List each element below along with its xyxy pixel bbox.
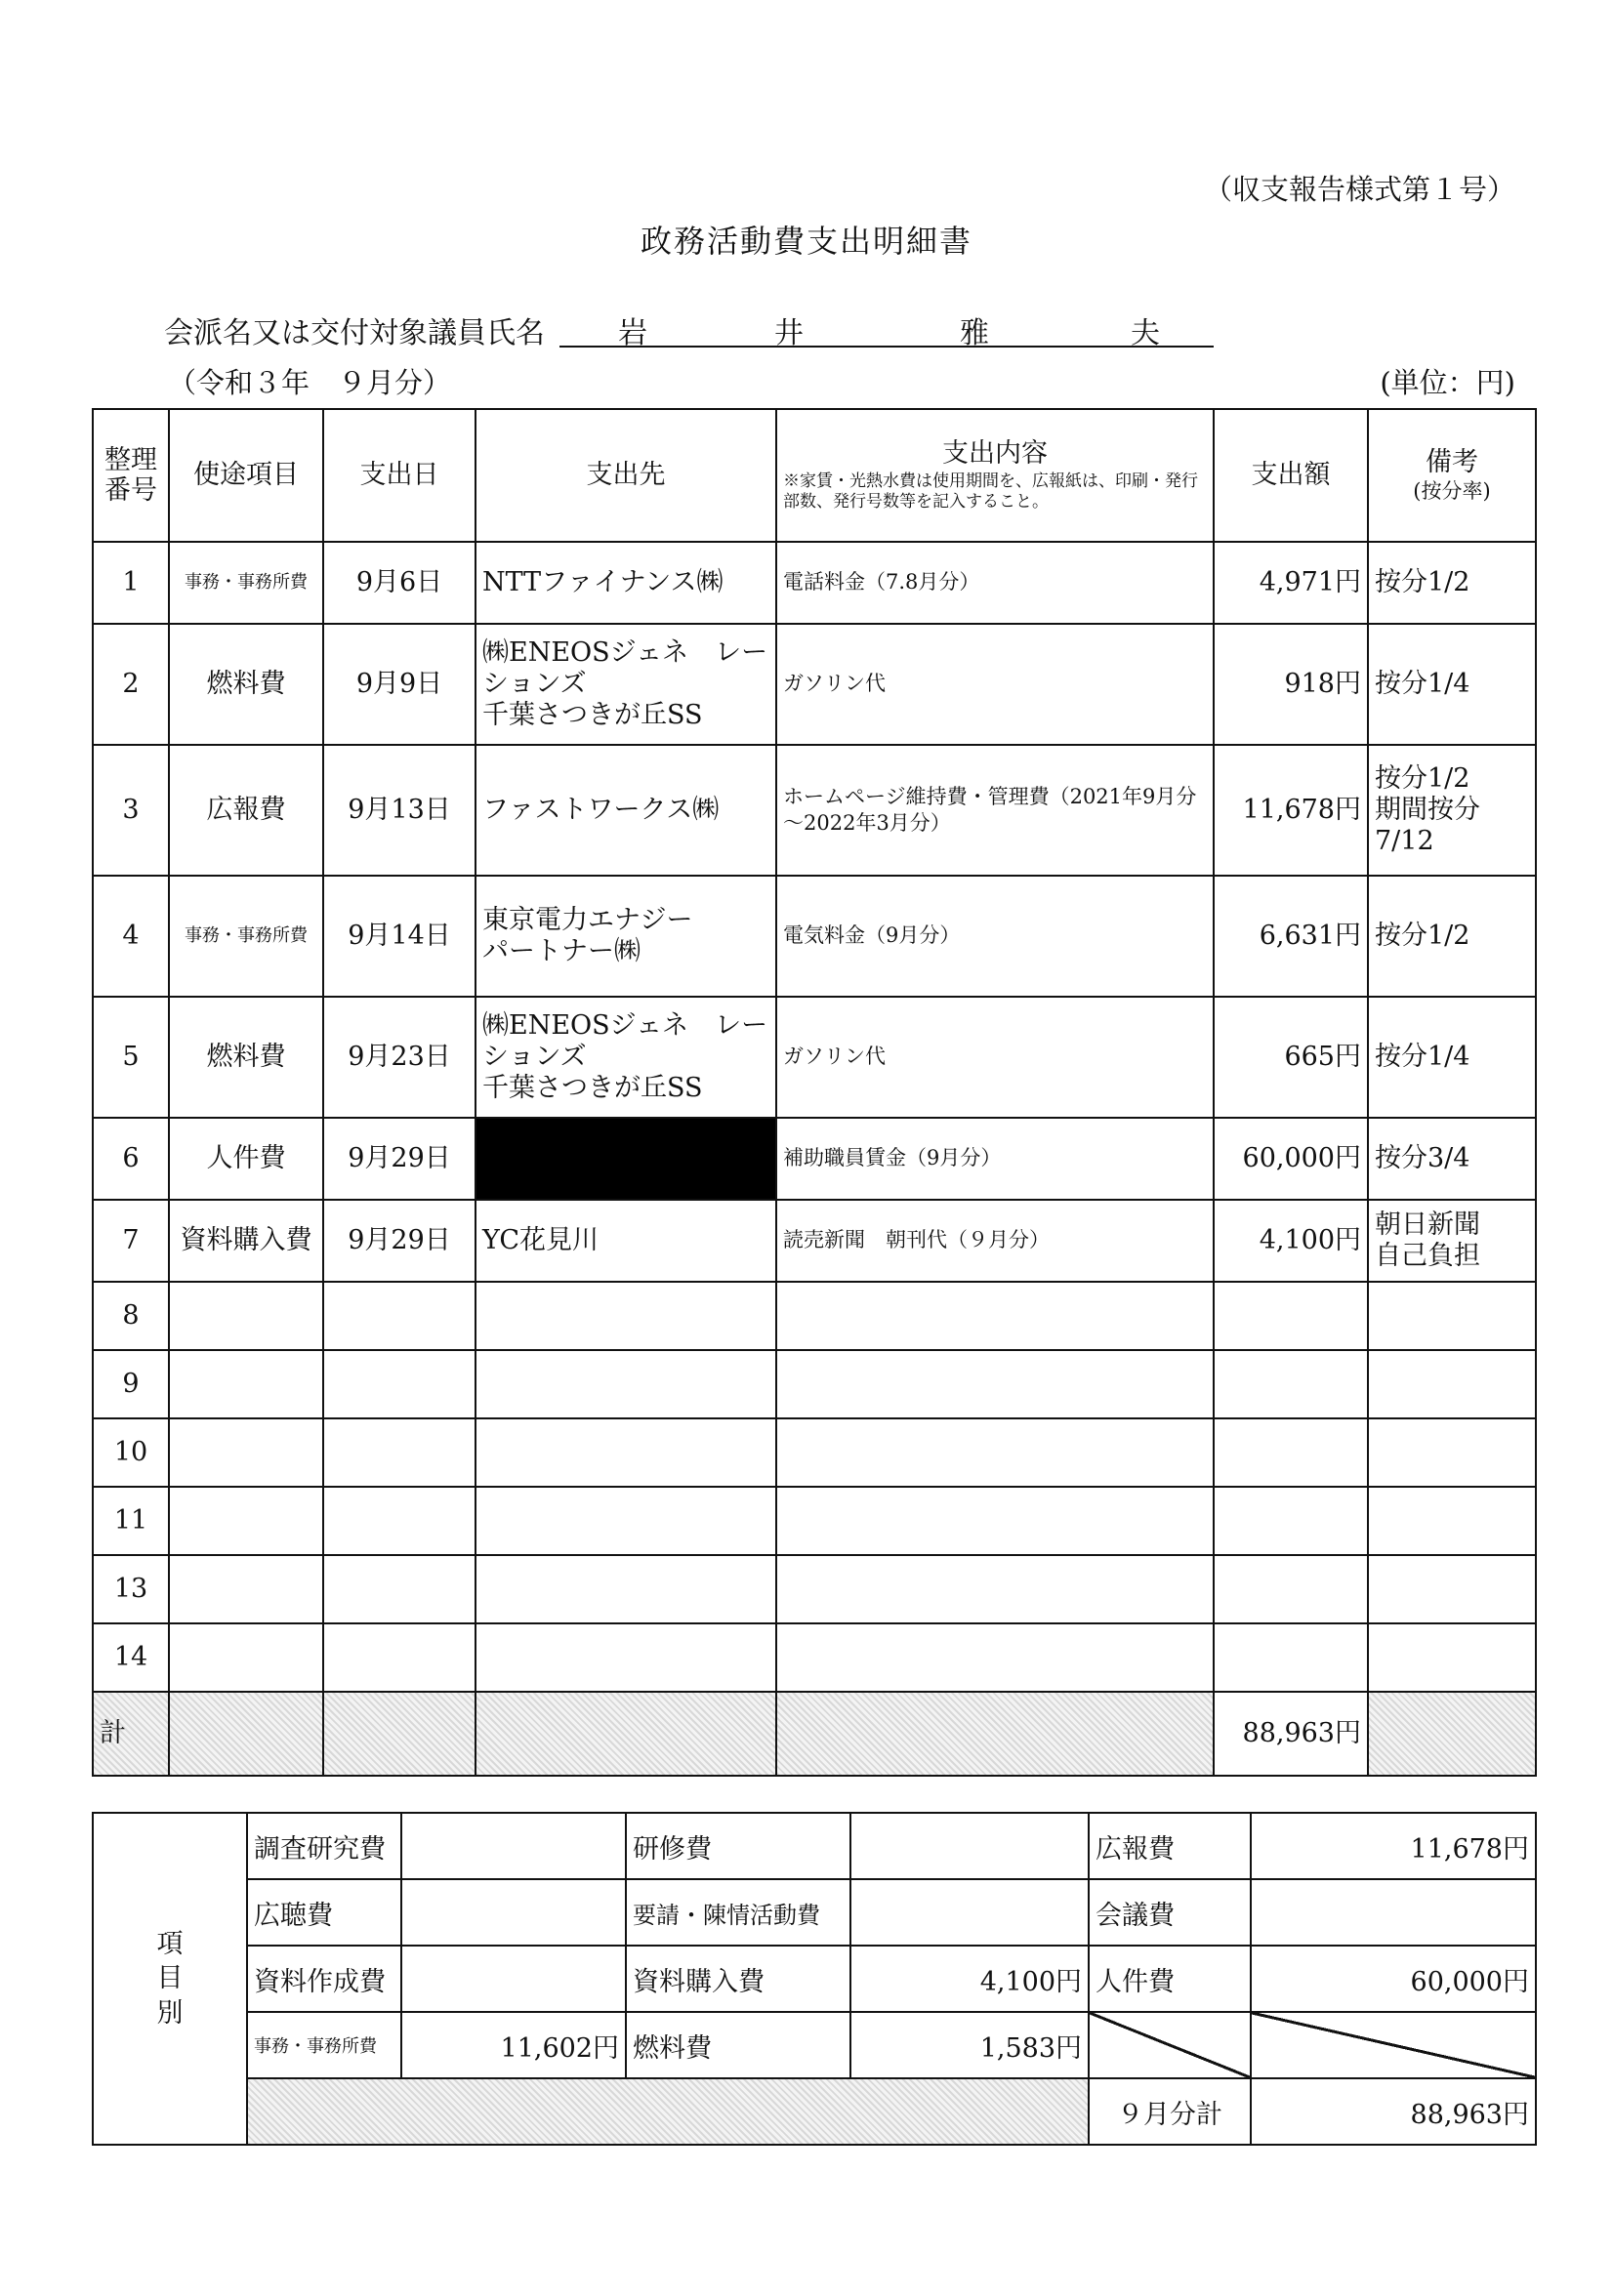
row-content xyxy=(776,1487,1214,1555)
row-number: 9 xyxy=(93,1350,169,1418)
row-amount xyxy=(1214,1350,1368,1418)
row-category: 広報費 xyxy=(169,745,323,876)
header-content-label: 支出内容 xyxy=(942,437,1048,469)
row-remarks xyxy=(1368,1282,1536,1350)
total-amount: 88,963円 xyxy=(1214,1692,1368,1776)
total-shade xyxy=(476,1692,776,1776)
row-content xyxy=(776,1555,1214,1623)
table-row xyxy=(93,876,1536,997)
summary-item-label: 会議費 xyxy=(1089,1879,1251,1946)
row-content: 電話料金（7.8月分） xyxy=(776,542,1214,624)
summary-item-amount: 60,000円 xyxy=(1251,1946,1536,2012)
row-payee xyxy=(476,1487,776,1555)
row-payee xyxy=(476,1350,776,1418)
row-number: 6 xyxy=(93,1118,169,1200)
row-amount: 918円 xyxy=(1214,624,1368,745)
summary-item-amount: 11,602円 xyxy=(401,2012,626,2078)
month-total-label: ９月分計 xyxy=(1089,2078,1251,2145)
row-remarks: 按分1/4 xyxy=(1368,997,1536,1118)
row-payee xyxy=(476,1118,776,1200)
summary-item-amount: 11,678円 xyxy=(1251,1813,1536,1879)
row-number: 3 xyxy=(93,745,169,876)
summary-row xyxy=(93,1813,1536,1879)
row-date: 9月9日 xyxy=(323,624,476,745)
table-row xyxy=(93,624,1536,745)
row-date: 9月14日 xyxy=(323,876,476,997)
row-content: 補助職員賃金（9月分） xyxy=(776,1118,1214,1200)
row-category xyxy=(169,1282,323,1350)
header-date: 支出日 xyxy=(323,409,476,542)
row-content: 電気料金（9月分） xyxy=(776,876,1214,997)
row-category: 事務・事務所費 xyxy=(169,542,323,624)
row-number: 5 xyxy=(93,997,169,1118)
table-row xyxy=(93,1487,1536,1555)
document-title: 政務活動費支出明細書 xyxy=(640,223,972,260)
summary-item-label: 人件費 xyxy=(1089,1946,1251,2012)
row-date xyxy=(323,1350,476,1418)
row-date: 9月29日 xyxy=(323,1200,476,1282)
row-number: 8 xyxy=(93,1282,169,1350)
row-content: 読売新聞 朝刊代（９月分） xyxy=(776,1200,1214,1282)
summary-item-label: 資料作成費 xyxy=(247,1946,401,2012)
summary-item-amount: 4,100円 xyxy=(850,1946,1089,2012)
header-category: 使途項目 xyxy=(169,409,323,542)
table-row xyxy=(93,1555,1536,1623)
table-row xyxy=(93,997,1536,1118)
row-date: 9月6日 xyxy=(323,542,476,624)
row-content xyxy=(776,1418,1214,1487)
header-content xyxy=(776,409,1214,542)
header-content-note: ※家賃・光熱水費は使用期間を、広報紙は、印刷・発行部数、発行号数等を記入すること。 xyxy=(783,471,1198,512)
header-number: 整理番号 xyxy=(93,409,169,542)
summary-item-label: 研修費 xyxy=(626,1813,850,1879)
row-remarks xyxy=(1368,1623,1536,1692)
row-category: 事務・事務所費 xyxy=(169,876,323,997)
header-remarks xyxy=(1368,409,1536,542)
row-category: 燃料費 xyxy=(169,997,323,1118)
row-category: 燃料費 xyxy=(169,624,323,745)
row-number: 11 xyxy=(93,1487,169,1555)
row-remarks xyxy=(1368,1555,1536,1623)
row-amount xyxy=(1214,1282,1368,1350)
summary-item-label: 事務・事務所費 xyxy=(247,2012,401,2078)
row-amount: 4,100円 xyxy=(1214,1200,1368,1282)
row-content: ガソリン代 xyxy=(776,624,1214,745)
summary-item-label: 調査研究費 xyxy=(247,1813,401,1879)
row-content xyxy=(776,1282,1214,1350)
total-label: 計 xyxy=(93,1692,169,1776)
row-remarks: 朝日新聞 自己負担 xyxy=(1368,1200,1536,1282)
table-row xyxy=(93,1623,1536,1692)
summary-row xyxy=(93,1879,1536,1946)
table-row xyxy=(93,542,1536,624)
row-category: 人件費 xyxy=(169,1118,323,1200)
member-name-char-1: 岩 xyxy=(618,316,647,350)
row-category: 資料購入費 xyxy=(169,1200,323,1282)
total-shade xyxy=(169,1692,323,1776)
form-number: （収支報告様式第１号） xyxy=(1203,173,1515,206)
row-payee: ファストワークス㈱ xyxy=(476,745,776,876)
summary-item-amount xyxy=(401,1879,626,1946)
member-name-char-4: 夫 xyxy=(1131,316,1160,350)
month-total-amount: 88,963円 xyxy=(1251,2078,1536,2145)
row-remarks xyxy=(1368,1487,1536,1555)
summary-item-label: 資料購入費 xyxy=(626,1946,850,2012)
row-date xyxy=(323,1282,476,1350)
summary-item-amount xyxy=(401,1813,626,1879)
table-row xyxy=(93,1200,1536,1282)
member-label: 会派名又は交付対象議員氏名 xyxy=(164,316,545,350)
summary-item-amount xyxy=(1251,1879,1536,1946)
summary-item-label: 燃料費 xyxy=(626,2012,850,2078)
row-content: ホームページ維持費・管理費（2021年9月分～2022年3月分） xyxy=(776,745,1214,876)
row-payee: YC花見川 xyxy=(476,1200,776,1282)
summary-item-amount xyxy=(401,1946,626,2012)
row-date xyxy=(323,1623,476,1692)
table-row xyxy=(93,745,1536,876)
row-payee: NTTファイナンス㈱ xyxy=(476,542,776,624)
row-payee xyxy=(476,1418,776,1487)
row-amount xyxy=(1214,1418,1368,1487)
row-number: 10 xyxy=(93,1418,169,1487)
row-amount: 665円 xyxy=(1214,997,1368,1118)
row-date: 9月13日 xyxy=(323,745,476,876)
row-category xyxy=(169,1555,323,1623)
summary-item-label: 広聴費 xyxy=(247,1879,401,1946)
row-remarks: 按分1/2 xyxy=(1368,542,1536,624)
unit-label: (単位：円) xyxy=(1380,366,1515,399)
row-amount xyxy=(1214,1555,1368,1623)
total-shade xyxy=(323,1692,476,1776)
row-amount: 11,678円 xyxy=(1214,745,1368,876)
summary-item-label: 要請・陳情活動費 xyxy=(626,1879,850,1946)
row-payee: ㈱ENEOSジェネ レーションズ 千葉さつきが丘SS xyxy=(476,997,776,1118)
member-name-char-3: 雅 xyxy=(960,316,989,350)
summary-item-amount xyxy=(850,1813,1089,1879)
row-remarks xyxy=(1368,1418,1536,1487)
row-content xyxy=(776,1623,1214,1692)
row-amount: 60,000円 xyxy=(1214,1118,1368,1200)
row-remarks xyxy=(1368,1350,1536,1418)
row-payee: 東京電力エナジー パートナー㈱ xyxy=(476,876,776,997)
summary-item-amount xyxy=(850,1879,1089,1946)
row-date xyxy=(323,1418,476,1487)
row-number: 13 xyxy=(93,1555,169,1623)
total-shade xyxy=(776,1692,1214,1776)
row-category xyxy=(169,1623,323,1692)
member-name xyxy=(559,308,1214,348)
row-number: 7 xyxy=(93,1200,169,1282)
row-content xyxy=(776,1350,1214,1418)
row-number: 14 xyxy=(93,1623,169,1692)
row-date xyxy=(323,1487,476,1555)
total-shade xyxy=(1368,1692,1536,1776)
row-payee xyxy=(476,1282,776,1350)
summary-item-label xyxy=(1089,2012,1251,2078)
row-number: 1 xyxy=(93,542,169,624)
row-date: 9月23日 xyxy=(323,997,476,1118)
row-remarks: 按分3/4 xyxy=(1368,1118,1536,1200)
row-remarks: 按分1/4 xyxy=(1368,624,1536,745)
row-amount xyxy=(1214,1487,1368,1555)
summary-row xyxy=(93,1946,1536,2012)
summary-shade xyxy=(247,2078,1089,2145)
summary-row xyxy=(93,2078,1536,2145)
header-remarks-sub: (按分率) xyxy=(1413,478,1491,503)
summary-item-amount: 1,583円 xyxy=(850,2012,1089,2078)
row-content: ガソリン代 xyxy=(776,997,1214,1118)
summary-table xyxy=(92,1812,1537,2146)
row-number: 2 xyxy=(93,624,169,745)
row-amount: 4,971円 xyxy=(1214,542,1368,624)
row-date: 9月29日 xyxy=(323,1118,476,1200)
header-payee: 支出先 xyxy=(476,409,776,542)
summary-item-label: 広報費 xyxy=(1089,1813,1251,1879)
period: （令和３年 ９月分） xyxy=(168,366,452,399)
row-date xyxy=(323,1555,476,1623)
table-header-row xyxy=(93,409,1536,542)
table-row xyxy=(93,1418,1536,1487)
member-name-char-2: 井 xyxy=(774,316,804,350)
row-category xyxy=(169,1487,323,1555)
table-row xyxy=(93,1282,1536,1350)
total-row xyxy=(93,1692,1536,1776)
summary-row xyxy=(93,2012,1536,2078)
row-amount: 6,631円 xyxy=(1214,876,1368,997)
expense-table xyxy=(92,408,1537,1777)
row-payee xyxy=(476,1623,776,1692)
row-amount xyxy=(1214,1623,1368,1692)
summary-side-label xyxy=(93,1813,247,2145)
row-remarks: 按分1/2 期間按分 7/12 xyxy=(1368,745,1536,876)
row-payee xyxy=(476,1555,776,1623)
table-row xyxy=(93,1350,1536,1418)
summary-item-amount xyxy=(1251,2012,1536,2078)
row-remarks: 按分1/2 xyxy=(1368,876,1536,997)
summary-side-label-text: 項目別 xyxy=(156,1929,184,2029)
row-category xyxy=(169,1418,323,1487)
header-remarks-label: 備考 xyxy=(1426,447,1478,478)
row-number: 4 xyxy=(93,876,169,997)
table-row xyxy=(93,1118,1536,1200)
row-category xyxy=(169,1350,323,1418)
row-payee: ㈱ENEOSジェネ レーションズ 千葉さつきが丘SS xyxy=(476,624,776,745)
header-amount: 支出額 xyxy=(1214,409,1368,542)
